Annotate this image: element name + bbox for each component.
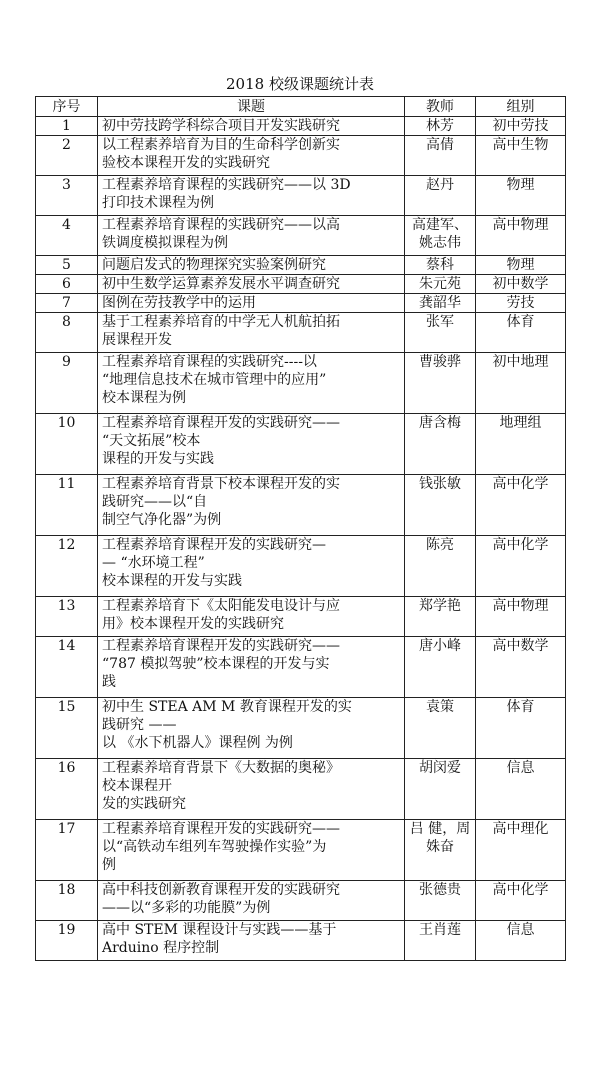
header-group: 组别 xyxy=(476,97,566,117)
row-teacher: 张德贵 xyxy=(405,881,476,921)
table-row xyxy=(36,536,566,597)
row-number: 4 xyxy=(36,216,98,256)
row-group: 地理组 xyxy=(476,414,566,475)
row-number: 16 xyxy=(36,759,98,820)
table-row xyxy=(36,637,566,698)
row-teacher: 袁策 xyxy=(405,698,476,759)
row-group: 体育 xyxy=(476,313,566,353)
table-row xyxy=(36,275,566,294)
row-teacher: 胡闵爱 xyxy=(405,759,476,820)
row-group: 物理 xyxy=(476,176,566,216)
row-group: 高中化学 xyxy=(476,536,566,597)
row-topic: 高中 STEM 课程设计与实践——基于 Arduino 程序控制 xyxy=(98,921,405,961)
row-teacher: 高倩 xyxy=(405,136,476,176)
table-title: 2018 校级课题统计表 xyxy=(226,75,374,93)
row-topic: 工程素养培育课程的实践研究——以高 铁调度模拟课程为例 xyxy=(98,216,405,256)
row-topic: 以工程素养培育为目的生命科学创新实 验校本课程开发的实践研究 xyxy=(98,136,405,176)
row-number: 15 xyxy=(36,698,98,759)
table-row xyxy=(36,820,566,881)
row-topic: 工程素养培育课程开发的实践研究—— “787 模拟驾驶”校本课程的开发与实 践 xyxy=(98,637,405,698)
table-row xyxy=(36,176,566,216)
row-number: 6 xyxy=(36,275,98,294)
table-row xyxy=(36,136,566,176)
row-number: 18 xyxy=(36,881,98,921)
row-topic: 工程素养培育课程开发的实践研究—— “天文拓展”校本 课程的开发与实践 xyxy=(98,414,405,475)
table-row xyxy=(36,881,566,921)
row-topic: 工程素养培育课程开发的实践研究—— 以“高铁动车组列车驾驶操作实验”为 例 xyxy=(98,820,405,881)
row-group: 信息 xyxy=(476,921,566,961)
row-group: 高中化学 xyxy=(476,475,566,536)
row-group: 高中生物 xyxy=(476,136,566,176)
row-group: 物理 xyxy=(476,256,566,275)
table-row xyxy=(36,475,566,536)
table-row xyxy=(36,313,566,353)
table-row xyxy=(36,597,566,637)
row-teacher: 陈亮 xyxy=(405,536,476,597)
row-teacher: 高建军、 姚志伟 xyxy=(405,216,476,256)
row-teacher: 唐小峰 xyxy=(405,637,476,698)
row-topic: 初中生 STEA AM M 教育课程开发的实 践研究 —— 以 《水下机器人》课程例 为例 xyxy=(98,698,405,759)
row-teacher: 曹骏骅 xyxy=(405,353,476,414)
row-number: 12 xyxy=(36,536,98,597)
row-topic: 问题启发式的物理探究实验案例研究 xyxy=(98,256,405,275)
row-teacher: 钱张敏 xyxy=(405,475,476,536)
row-topic: 基于工程素养培育的中学无人机航拍拓 展课程开发 xyxy=(98,313,405,353)
row-topic: 工程素养培育课程开发的实践研究— — “水环境工程” 校本课程的开发与实践 xyxy=(98,536,405,597)
row-group: 高中物理 xyxy=(476,597,566,637)
row-number: 11 xyxy=(36,475,98,536)
table-row xyxy=(36,414,566,475)
row-group: 高中物理 xyxy=(476,216,566,256)
row-group: 初中数学 xyxy=(476,275,566,294)
row-group: 初中劳技 xyxy=(476,117,566,136)
table-row xyxy=(36,698,566,759)
row-teacher: 蔡科 xyxy=(405,256,476,275)
row-teacher: 朱元苑 xyxy=(405,275,476,294)
row-teacher: 林芳 xyxy=(405,117,476,136)
row-teacher: 赵丹 xyxy=(405,176,476,216)
row-number: 7 xyxy=(36,294,98,313)
row-topic: 工程素养培育课程的实践研究----以 “地理信息技术在城市管理中的应用” 校本课程为例 xyxy=(98,353,405,414)
row-topic: 初中生数学运算素养发展水平调查研究 xyxy=(98,275,405,294)
row-group: 初中地理 xyxy=(476,353,566,414)
row-topic: 高中科技创新教育课程开发的实践研究 ——以“多彩的功能膜”为例 xyxy=(98,881,405,921)
row-teacher: 张军 xyxy=(405,313,476,353)
stats-table xyxy=(35,96,566,961)
row-topic: 工程素养培育下《太阳能发电设计与应 用》校本课程开发的实践研究 xyxy=(98,597,405,637)
row-teacher: 王肖莲 xyxy=(405,921,476,961)
row-teacher: 唐含梅 xyxy=(405,414,476,475)
row-number: 5 xyxy=(36,256,98,275)
row-number: 8 xyxy=(36,313,98,353)
header-row xyxy=(36,97,566,117)
row-teacher: 吕 健，周 姝奋 xyxy=(405,820,476,881)
row-group: 高中数学 xyxy=(476,637,566,698)
header-teacher: 教师 xyxy=(405,97,476,117)
row-number: 3 xyxy=(36,176,98,216)
table-row xyxy=(36,256,566,275)
row-topic: 工程素养培育课程的实践研究——以 3D 打印技术课程为例 xyxy=(98,176,405,216)
row-number: 13 xyxy=(36,597,98,637)
header-topic: 课题 xyxy=(98,97,405,117)
row-number: 19 xyxy=(36,921,98,961)
header-no: 序号 xyxy=(36,97,98,117)
row-teacher: 郑学艳 xyxy=(405,597,476,637)
table-row xyxy=(36,216,566,256)
row-group: 高中化学 xyxy=(476,881,566,921)
table-row xyxy=(36,921,566,961)
row-topic: 工程素养培育背景下《大数据的奥秘》 校本课程开 发的实践研究 xyxy=(98,759,405,820)
row-number: 9 xyxy=(36,353,98,414)
row-number: 17 xyxy=(36,820,98,881)
row-number: 2 xyxy=(36,136,98,176)
table-row xyxy=(36,294,566,313)
table-row xyxy=(36,759,566,820)
row-group: 高中理化 xyxy=(476,820,566,881)
row-topic: 图例在劳技教学中的运用 xyxy=(98,294,405,313)
row-group: 体育 xyxy=(476,698,566,759)
row-number: 14 xyxy=(36,637,98,698)
table-row xyxy=(36,353,566,414)
row-teacher: 龚韶华 xyxy=(405,294,476,313)
row-topic: 初中劳技跨学科综合项目开发实践研究 xyxy=(98,117,405,136)
table-row xyxy=(36,117,566,136)
row-number: 10 xyxy=(36,414,98,475)
row-number: 1 xyxy=(36,117,98,136)
row-group: 信息 xyxy=(476,759,566,820)
row-group: 劳技 xyxy=(476,294,566,313)
row-topic: 工程素养培育背景下校本课程开发的实 践研究——以“自 制空气净化器”为例 xyxy=(98,475,405,536)
